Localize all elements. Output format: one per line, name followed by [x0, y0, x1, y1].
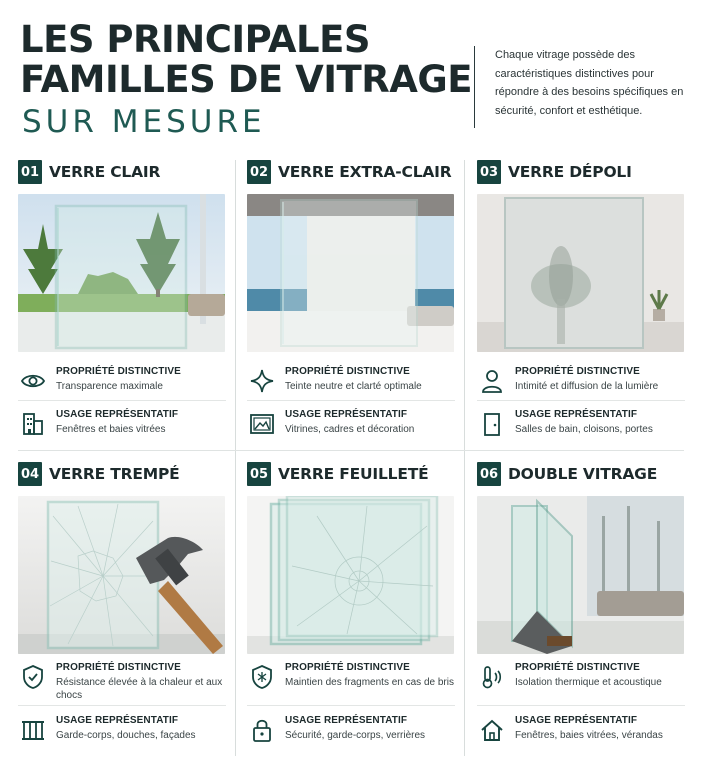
usage-row — [477, 409, 687, 447]
property-label: PROPRIÉTÉ DISTINCTIVE — [285, 366, 410, 377]
shield-cracked-icon — [249, 664, 275, 690]
page-title-line2: FAMILLES DE VITRAGE — [20, 58, 472, 101]
property-label: PROPRIÉTÉ DISTINCTIVE — [515, 662, 640, 673]
column-divider — [235, 160, 236, 756]
sparkle-icon — [249, 368, 275, 394]
card-number: 03 — [477, 160, 501, 184]
eye-icon — [20, 368, 46, 394]
photo-tempered-glass — [18, 496, 225, 654]
photo-double-glazing — [477, 496, 684, 654]
header-divider — [474, 46, 475, 128]
property-label: PROPRIÉTÉ DISTINCTIVE — [56, 366, 181, 377]
photo-frosted-glass — [477, 194, 684, 352]
property-value: Intimité et diffusion de la lumière — [515, 381, 659, 392]
usage-value: Vitrines, cadres et décoration — [285, 424, 415, 435]
property-value: Isolation thermique et acoustique — [515, 677, 662, 688]
card-number: 02 — [247, 160, 271, 184]
card-header — [247, 462, 428, 486]
usage-label: USAGE REPRÉSENTATIF — [515, 409, 638, 420]
usage-value: Salles de bain, cloisons, portes — [515, 424, 653, 435]
railing-icon — [20, 717, 46, 743]
thermometer-sound-icon — [479, 664, 505, 690]
picture-frame-icon — [249, 411, 275, 437]
house-icon — [479, 717, 505, 743]
card-title: VERRE FEUILLETÉ — [278, 465, 429, 483]
row-separator — [18, 400, 226, 401]
usage-value: Garde-corps, douches, façades — [56, 730, 196, 741]
property-value: Résistance élevée à la chaleur et aux chocs — [56, 677, 223, 701]
card-title: VERRE CLAIR — [49, 163, 161, 181]
usage-row — [18, 409, 228, 447]
photo-clear-glass — [18, 194, 225, 352]
usage-label: USAGE REPRÉSENTATIF — [56, 715, 179, 726]
card-number: 05 — [247, 462, 271, 486]
property-value: Transparence maximale — [56, 381, 163, 392]
lock-icon — [249, 717, 275, 743]
card-title: DOUBLE VITRAGE — [508, 465, 658, 483]
card-title: VERRE TREMPÉ — [49, 465, 180, 483]
property-value: Teinte neutre et clarté optimale — [285, 381, 422, 392]
property-label: PROPRIÉTÉ DISTINCTIVE — [515, 366, 640, 377]
row-divider — [18, 450, 684, 451]
intro-text: Chaque vitrage possède des caractéristiques distinctives pour répondre à des besoins spécifiques en sécurité, confort et esthétique. — [495, 49, 684, 117]
property-row — [18, 366, 228, 404]
property-row — [477, 662, 687, 700]
usage-value: Fenêtres et baies vitrées — [56, 424, 166, 435]
header — [0, 0, 702, 150]
person-icon — [479, 368, 505, 394]
usage-label: USAGE REPRÉSENTATIF — [56, 409, 179, 420]
photo-laminated-glass — [247, 496, 454, 654]
usage-label: USAGE REPRÉSENTATIF — [285, 715, 408, 726]
card-header — [477, 160, 632, 184]
property-label: PROPRIÉTÉ DISTINCTIVE — [285, 662, 410, 673]
row-separator — [18, 705, 226, 706]
card-header — [18, 462, 180, 486]
building-icon — [20, 411, 46, 437]
row-separator — [477, 705, 685, 706]
property-label: PROPRIÉTÉ DISTINCTIVE — [56, 662, 181, 673]
property-value: Maintien des fragments en cas de bris — [285, 677, 454, 688]
property-row — [247, 366, 457, 404]
row-separator — [247, 705, 455, 706]
row-separator — [247, 400, 455, 401]
usage-label: USAGE REPRÉSENTATIF — [515, 715, 638, 726]
usage-row — [18, 715, 228, 753]
usage-row — [247, 715, 457, 753]
usage-row — [477, 715, 687, 753]
property-row — [247, 662, 457, 700]
row-separator — [477, 400, 685, 401]
photo-extra-clear-glass — [247, 194, 454, 352]
page-subtitle: SUR MESURE — [22, 104, 266, 140]
card-header — [477, 462, 657, 486]
card-number: 06 — [477, 462, 501, 486]
card-number: 04 — [18, 462, 42, 486]
usage-value: Sécurité, garde-corps, verrières — [285, 730, 426, 741]
usage-label: USAGE REPRÉSENTATIF — [285, 409, 408, 420]
usage-row — [247, 409, 457, 447]
card-title: VERRE DÉPOLI — [508, 163, 632, 181]
shield-check-icon — [20, 664, 46, 690]
page-title-line1: LES PRINCIPALES — [20, 18, 370, 61]
property-row — [18, 662, 228, 700]
property-row — [477, 366, 687, 404]
column-divider — [464, 160, 465, 756]
usage-value: Fenêtres, baies vitrées, vérandas — [515, 730, 663, 741]
card-number: 01 — [18, 160, 42, 184]
door-icon — [479, 411, 505, 437]
card-header — [18, 160, 160, 184]
card-title: VERRE EXTRA-CLAIR — [278, 163, 452, 181]
card-header — [247, 160, 451, 184]
